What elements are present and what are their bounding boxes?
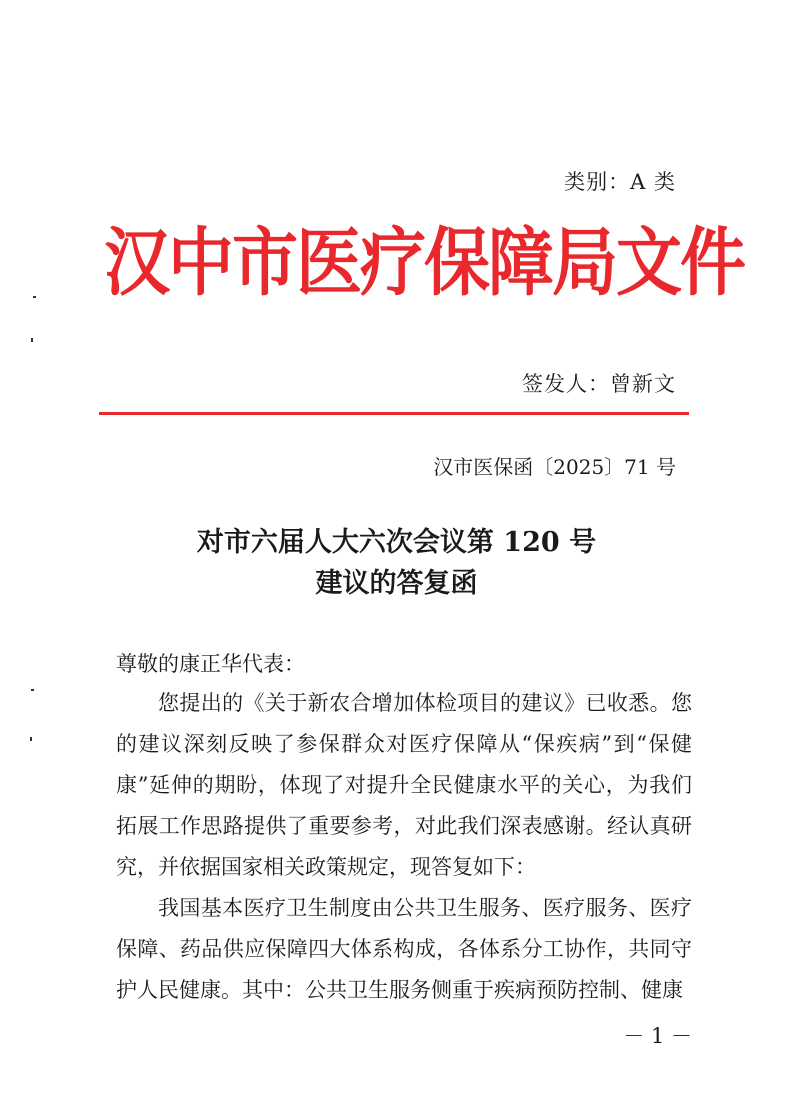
category-label: 类别：A 类 (564, 170, 676, 194)
document-number: 汉市医保函〔2025〕71 号 (433, 455, 676, 479)
org-title: 汉中市医疗保障局文件 (104, 218, 744, 307)
body-text (116, 683, 692, 1011)
scan-speck (31, 689, 34, 691)
paragraph: 我国基本医疗卫生制度由公共卫生服务、医疗服务、医疗保障、药品供应保障四大体系构成，各体系分工协作，共同守护人民健康。其中：公共卫生服务侧重于疾病预防控制、健康 (116, 896, 692, 1002)
title-line-2: 建议的答复函 (315, 568, 478, 599)
salutation: 尊敬的康正华代表： (116, 652, 305, 676)
paragraph: 您提出的《关于新农合增加体检项目的建议》已收悉。您的建议深刻反映了参保群众对医疗保障从“保疾病”到“保健康”延伸的期盼，体现了对提升全民健康水平的关心，为我们拓展工作思路提供了重要参考，对此我们深表感谢。经认真研究，并依据国家相关政策规定，现答复如下： (116, 691, 692, 879)
title-line-1: 对市六届人大六次会议第 120 号 (196, 527, 597, 558)
page-number: － 1 － (623, 1024, 692, 1048)
scan-speck (31, 338, 33, 342)
signer-label: 签发人：曾新文 (522, 372, 676, 396)
scan-speck (33, 296, 36, 298)
red-divider (99, 412, 689, 415)
document-title (0, 522, 793, 604)
scan-speck (30, 737, 32, 741)
